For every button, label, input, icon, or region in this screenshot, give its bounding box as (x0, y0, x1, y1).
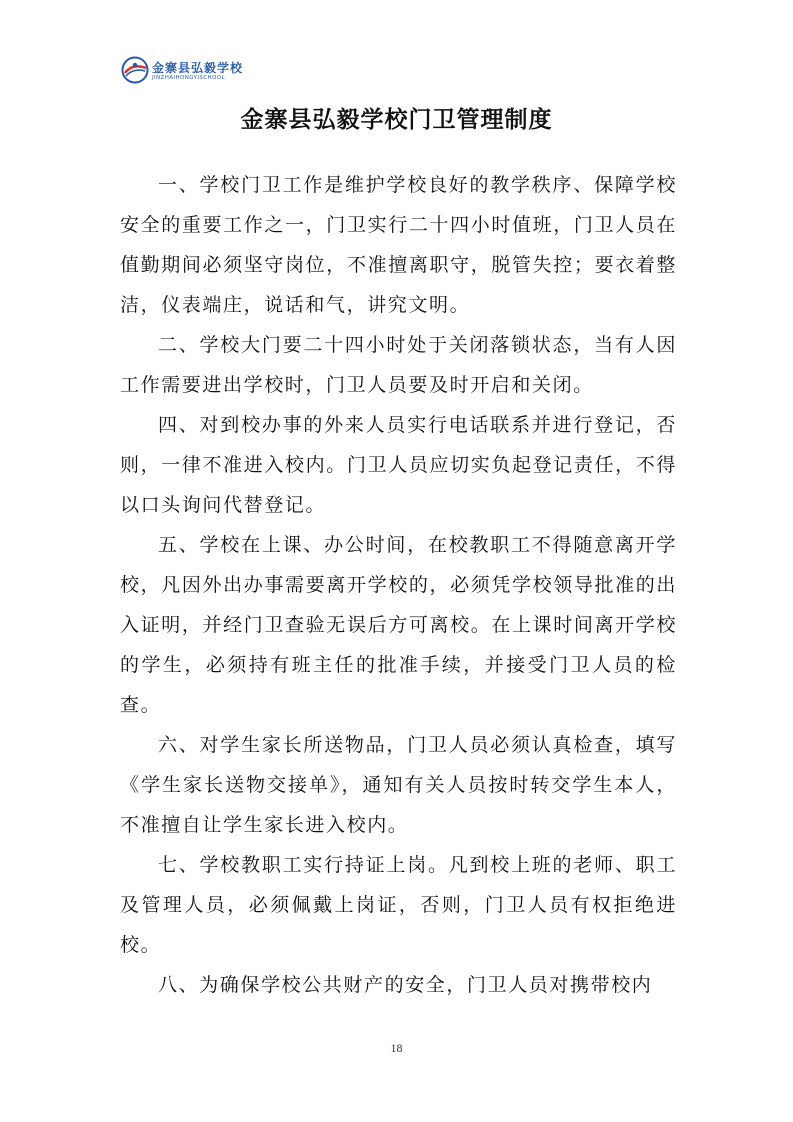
school-emblem-icon (121, 56, 149, 84)
school-logo (121, 55, 261, 87)
school-name-en: JINZHAIHONGYISCHOOL (152, 75, 225, 81)
paragraph: 一、学校门卫工作是维护学校良好的教学秩序、保障学校安全的重要工作之一，门卫实行二十四小时值班，门卫人员在值勤期间必须坚守岗位，不准擅离职守，脱管失控；要衣着整洁，仪表端庄，说话和气，讲究文明。 (120, 174, 677, 316)
document-body (120, 165, 677, 1005)
paragraph: 二、学校大门要二十四小时处于关闭落锁状态，当有人因工作需要进出学校时，门卫人员要及时开启和关闭。 (120, 334, 677, 396)
school-name-cn: 金寨县弘毅学校 (152, 61, 244, 75)
paragraph: 四、对到校办事的外来人员实行电话联系并进行登记，否则，一律不准进入校内。门卫人员应切实负起登记责任，不得以口头询问代替登记。 (120, 414, 677, 516)
paragraph: 六、对学生家长所送物品，门卫人员必须认真检查，填写《学生家长送物交接单》，通知有关人员按时转交学生本人，不准擅自让学生家长进入校内。 (120, 734, 677, 836)
paragraph: 五、学校在上课、办公时间，在校教职工不得随意离开学校，凡因外出办事需要离开学校的，必须凭学校领导批准的出入证明，并经门卫查验无误后方可离校。在上课时间离开学校的学生，必须持有班主任的批准手续，并接受门卫人员的检查。 (120, 534, 677, 716)
paragraph: 八、为确保学校公共财产的安全，门卫人员对携带校内 (158, 974, 653, 996)
document-title: 金寨县弘毅学校门卫管理制度 (240, 106, 553, 133)
page-number: 18 (390, 1041, 403, 1055)
paragraph: 七、学校教职工实行持证上岗。凡到校上班的老师、职工及管理人员，必须佩戴上岗证，否则，门卫人员有权拒绝进校。 (120, 854, 677, 956)
